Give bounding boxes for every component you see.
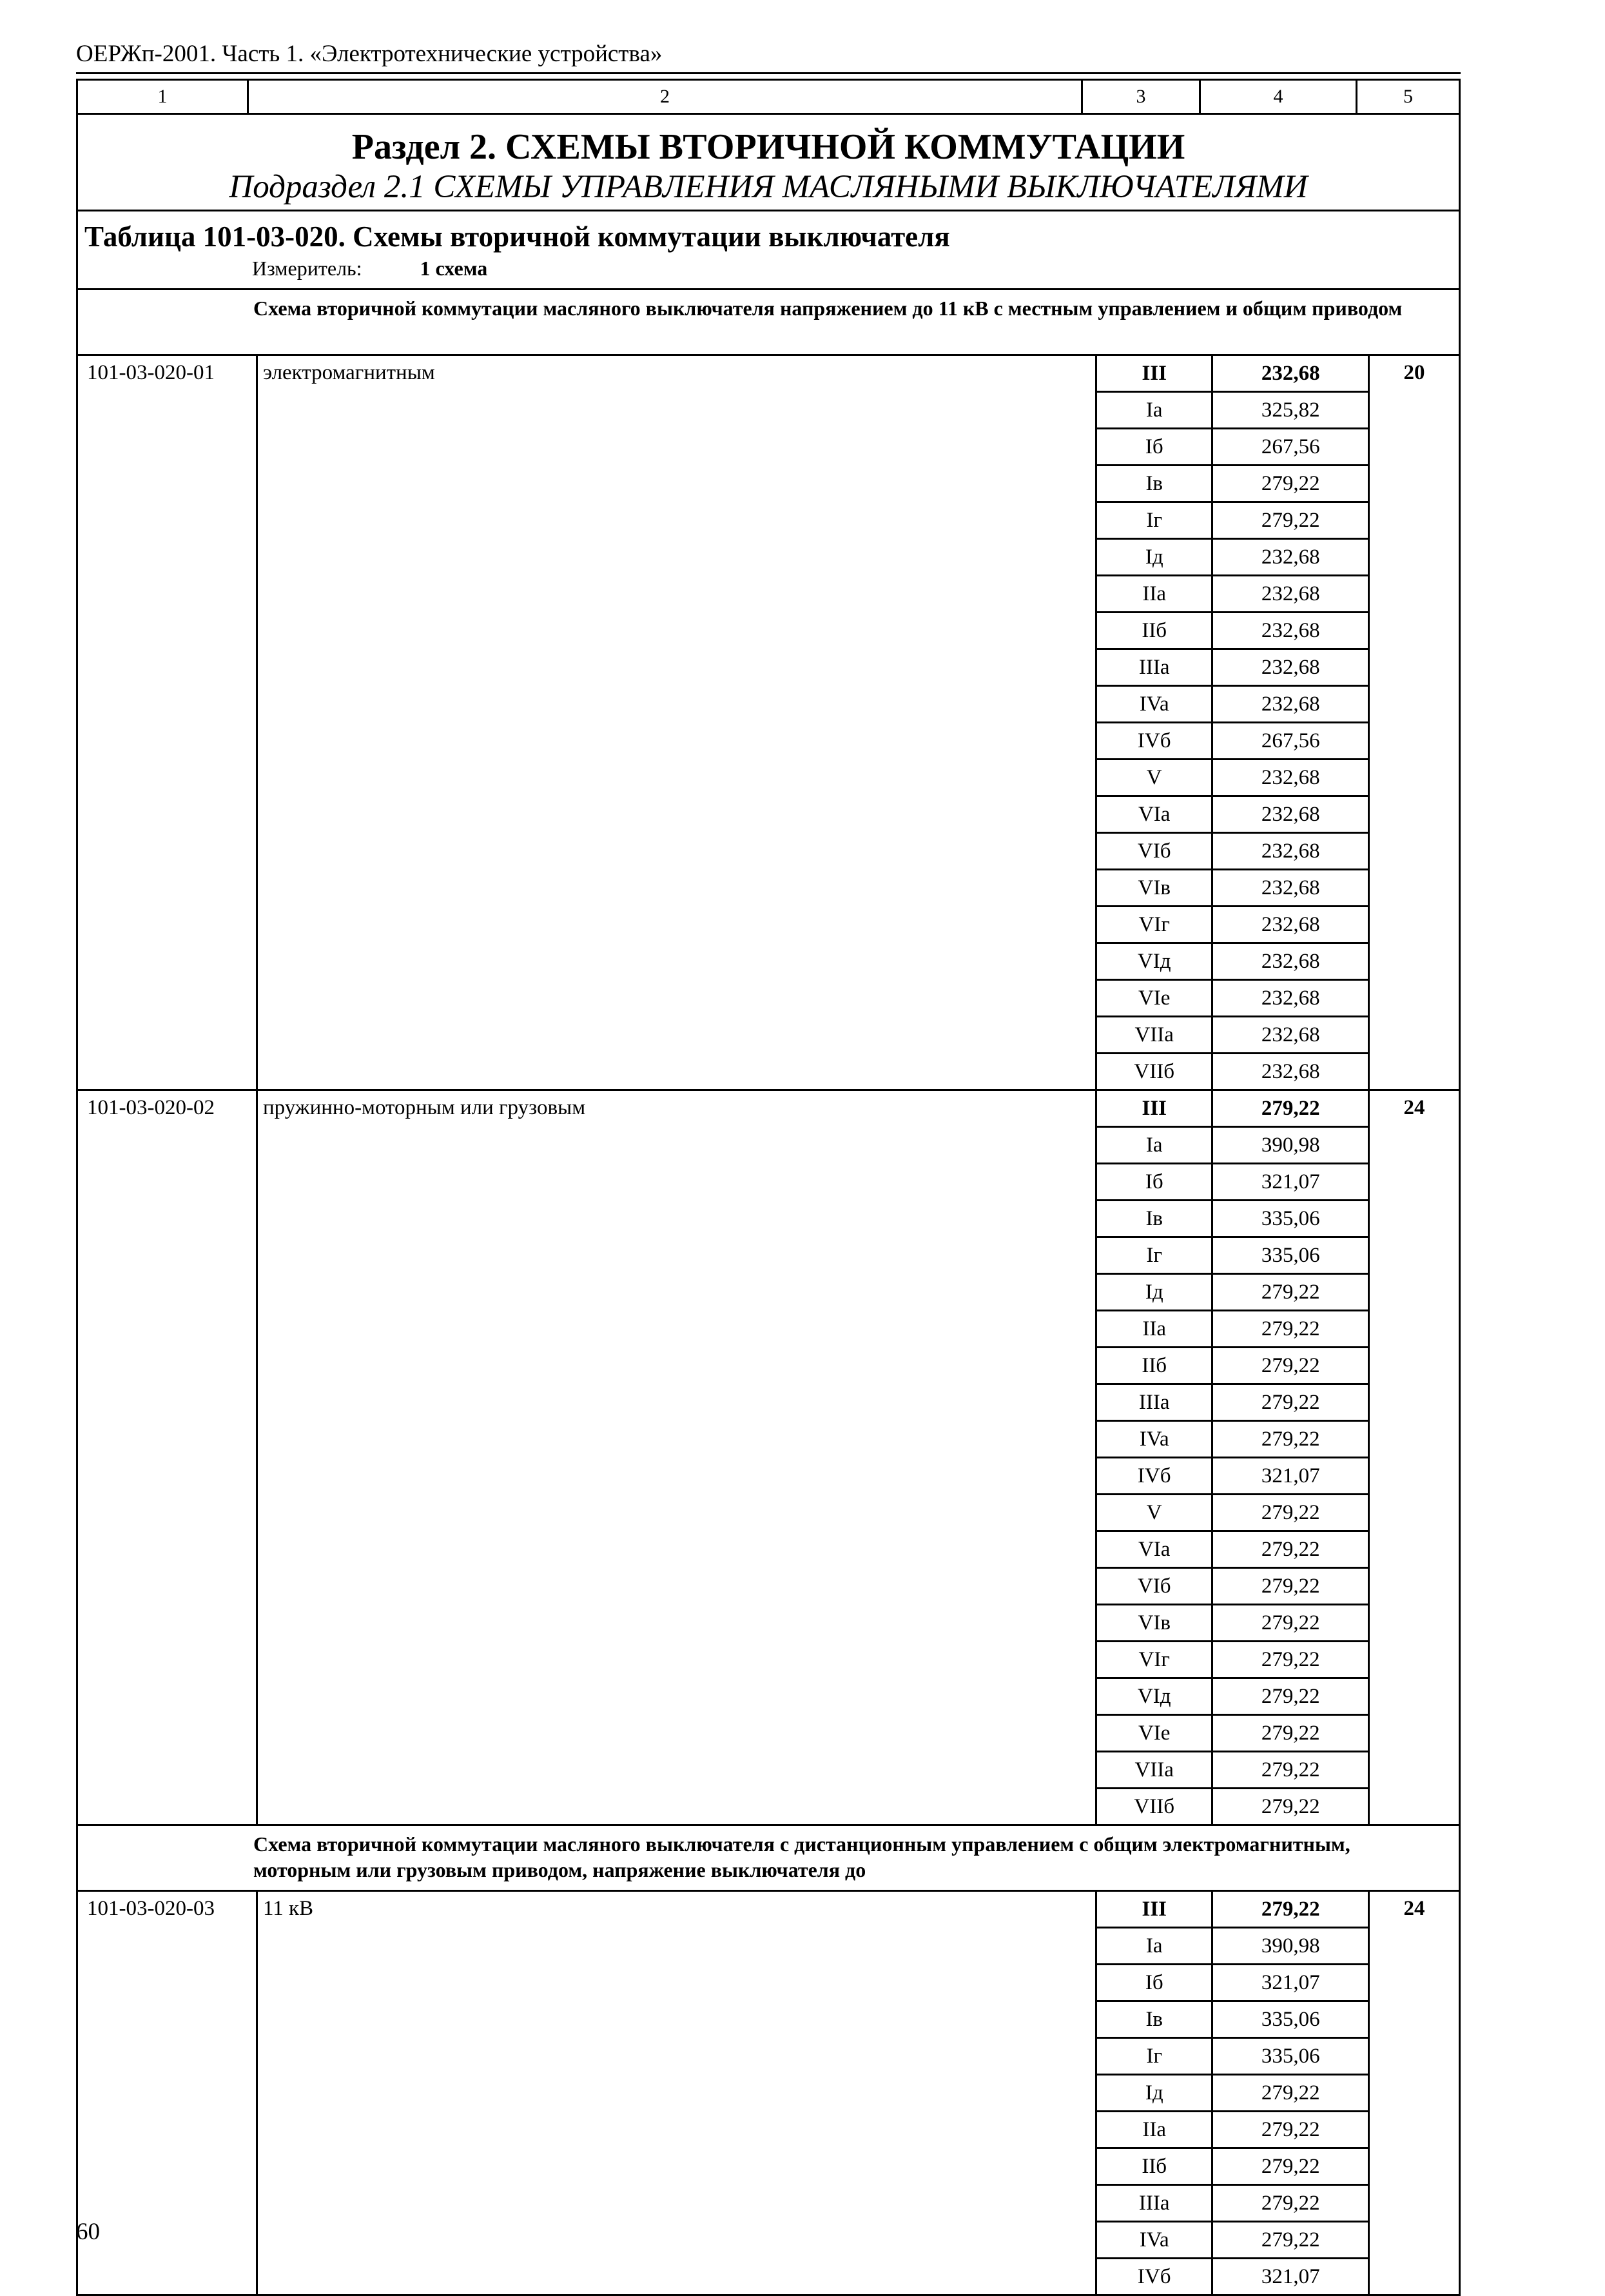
price-row (1097, 2259, 1370, 2294)
running-header: ОЕРЖп-2001. Часть 1. «Электротехнические устройства» (76, 41, 663, 67)
zone-code: Iг (1097, 2039, 1213, 2074)
price-value: 279,22 (1213, 1532, 1370, 1567)
item-code: 101-03-020-01 (78, 356, 258, 1089)
price-row (1097, 907, 1370, 944)
zone-code: IIa (1097, 2112, 1213, 2147)
zone-code: IVб (1097, 2259, 1213, 2294)
price-value: 279,22 (1213, 1892, 1370, 1927)
price-value: 232,68 (1213, 356, 1370, 391)
price-row (1097, 797, 1370, 834)
column-number: 2 (249, 81, 1083, 113)
price-row (1097, 2075, 1370, 2112)
price-value: 267,56 (1213, 723, 1370, 758)
group-header-row (78, 1826, 1459, 1892)
price-value: 232,68 (1213, 981, 1370, 1016)
column-number: 5 (1403, 86, 1413, 107)
zone-code: Iв (1097, 1201, 1213, 1236)
price-row (1097, 1716, 1370, 1752)
price-value: 325,82 (1213, 393, 1370, 427)
price-value: 232,68 (1213, 576, 1370, 611)
zone-code: III (1097, 356, 1213, 391)
page-number: 60 (76, 2219, 100, 2245)
price-row (1097, 1054, 1370, 1089)
zone-code: VIг (1097, 907, 1213, 942)
price-value: 279,22 (1213, 1348, 1370, 1383)
price-row (1097, 981, 1370, 1017)
price-grid (1097, 1892, 1370, 2294)
zone-code: VIг (1097, 1642, 1213, 1677)
price-row (1097, 1238, 1370, 1275)
price-row (1097, 1892, 1370, 1928)
column-number: 1 (78, 81, 249, 113)
price-value: 279,22 (1213, 466, 1370, 501)
price-value: 232,68 (1213, 907, 1370, 942)
price-value: 279,22 (1213, 2112, 1370, 2147)
price-value: 232,68 (1213, 1017, 1370, 1052)
zone-code: VIe (1097, 981, 1213, 1016)
price-value: 279,22 (1213, 1569, 1370, 1604)
price-value: 279,22 (1213, 2075, 1370, 2110)
zone-code: IVa (1097, 687, 1213, 721)
price-row (1097, 870, 1370, 907)
price-value: 279,22 (1213, 1642, 1370, 1677)
item-name: 11 кВ (258, 1892, 1097, 2294)
price-row (1097, 2222, 1370, 2259)
zone-code: Iг (1097, 503, 1213, 538)
price-row (1097, 2149, 1370, 2186)
price-value: 321,07 (1213, 1965, 1370, 2000)
zone-code: VIe (1097, 1716, 1213, 1751)
price-value: 279,22 (1213, 1311, 1370, 1346)
zone-code: IVa (1097, 1422, 1213, 1457)
price-row (1097, 1495, 1370, 1532)
price-row (1097, 760, 1370, 797)
zone-code: VIб (1097, 1569, 1213, 1604)
price-value: 279,22 (1213, 1605, 1370, 1640)
zone-code: III (1097, 1892, 1213, 1927)
zone-code: VIa (1097, 797, 1213, 832)
table-title-block (78, 211, 1459, 290)
price-value: 279,22 (1213, 1495, 1370, 1530)
price-row (1097, 1569, 1370, 1605)
price-value: 232,68 (1213, 687, 1370, 721)
price-row (1097, 650, 1370, 687)
zone-code: Iг (1097, 1238, 1213, 1273)
zone-code: IIб (1097, 1348, 1213, 1383)
price-value: 232,68 (1213, 650, 1370, 685)
price-row (1097, 1642, 1370, 1679)
price-row (1097, 1965, 1370, 2002)
zone-code: IVб (1097, 723, 1213, 758)
zone-code: IIa (1097, 576, 1213, 611)
price-value: 321,07 (1213, 1164, 1370, 1199)
price-value: 279,22 (1213, 1275, 1370, 1310)
price-row (1097, 723, 1370, 760)
zone-code: III (1097, 1091, 1213, 1126)
table-row (78, 1892, 1459, 2294)
zone-code: VIIa (1097, 1017, 1213, 1052)
price-value: 279,22 (1213, 503, 1370, 538)
price-value: 279,22 (1213, 1716, 1370, 1751)
meter-label: Измеритель: (252, 257, 362, 280)
zone-code: VIб (1097, 834, 1213, 868)
zone-code: Iб (1097, 429, 1213, 464)
price-value: 335,06 (1213, 2002, 1370, 2037)
column-number: 4 (1201, 81, 1357, 113)
price-value: 232,68 (1213, 870, 1370, 905)
zone-code: Iд (1097, 1275, 1213, 1310)
price-row (1097, 393, 1370, 429)
zone-code: IIб (1097, 2149, 1213, 2184)
price-row (1097, 1017, 1370, 1054)
price-row (1097, 1275, 1370, 1311)
zone-code: Iв (1097, 466, 1213, 501)
zone-code: IIIa (1097, 650, 1213, 685)
column-numbers-row (78, 81, 1459, 115)
price-value: 279,22 (1213, 1385, 1370, 1420)
zone-code: VIд (1097, 1679, 1213, 1714)
price-value: 279,22 (1213, 1679, 1370, 1714)
price-row (1097, 1091, 1370, 1128)
table-title: Таблица 101-03-020. Схемы вторичной коммутации выключателя (84, 221, 950, 253)
price-table (76, 79, 1461, 2296)
zone-code: VIa (1097, 1532, 1213, 1567)
price-value: 279,22 (1213, 2149, 1370, 2184)
price-value: 279,22 (1213, 1752, 1370, 1787)
group-header-row (78, 290, 1459, 356)
section-title-block (78, 115, 1459, 211)
price-row (1097, 1385, 1370, 1422)
zone-code: Iб (1097, 1965, 1213, 2000)
price-value: 279,22 (1213, 1422, 1370, 1457)
price-value: 390,98 (1213, 1128, 1370, 1163)
price-row (1097, 1928, 1370, 1965)
price-value: 279,22 (1213, 1091, 1370, 1126)
table-row (78, 1091, 1459, 1826)
price-row (1097, 356, 1370, 393)
price-value: 232,68 (1213, 834, 1370, 868)
zone-code: V (1097, 1495, 1213, 1530)
price-row (1097, 1458, 1370, 1495)
price-row (1097, 540, 1370, 576)
price-grid (1097, 1091, 1370, 1824)
price-value: 232,68 (1213, 1054, 1370, 1089)
price-row (1097, 1201, 1370, 1238)
item-code: 101-03-020-02 (78, 1091, 258, 1824)
price-row (1097, 1422, 1370, 1458)
price-row (1097, 1164, 1370, 1201)
column-number: 3 (1083, 81, 1201, 113)
zone-code: V (1097, 760, 1213, 795)
price-value: 232,68 (1213, 760, 1370, 795)
price-row (1097, 2039, 1370, 2075)
price-value: 335,06 (1213, 2039, 1370, 2074)
price-value: 279,22 (1213, 2186, 1370, 2221)
price-value: 232,68 (1213, 613, 1370, 648)
zone-code: IVб (1097, 1458, 1213, 1493)
price-row (1097, 2186, 1370, 2222)
price-row (1097, 1532, 1370, 1569)
price-value: 321,07 (1213, 1458, 1370, 1493)
zone-code: Ia (1097, 393, 1213, 427)
zone-code: VIв (1097, 870, 1213, 905)
price-row (1097, 1128, 1370, 1164)
header-rule (76, 72, 1461, 74)
zone-code: VIв (1097, 1605, 1213, 1640)
zone-code: Ia (1097, 1128, 1213, 1163)
zone-code: Iб (1097, 1164, 1213, 1199)
price-row (1097, 2002, 1370, 2039)
item-total: 24 (1403, 1897, 1425, 1920)
zone-code: IIa (1097, 1311, 1213, 1346)
price-value: 267,56 (1213, 429, 1370, 464)
item-name: пружинно-моторным или грузовым (258, 1091, 1097, 1824)
zone-code: IIIa (1097, 2186, 1213, 2221)
price-row (1097, 613, 1370, 650)
zone-code: Ia (1097, 1928, 1213, 1963)
zone-code: VIд (1097, 944, 1213, 979)
price-value: 232,68 (1213, 540, 1370, 574)
zone-code: VIIб (1097, 1789, 1213, 1824)
price-row (1097, 429, 1370, 466)
price-value: 335,06 (1213, 1201, 1370, 1236)
meter-line (78, 254, 1459, 282)
zone-code: VIIб (1097, 1054, 1213, 1089)
price-value: 232,68 (1213, 797, 1370, 832)
zone-code: IIб (1097, 613, 1213, 648)
price-row (1097, 1752, 1370, 1789)
price-row (1097, 1789, 1370, 1824)
price-value: 232,68 (1213, 944, 1370, 979)
price-row (1097, 687, 1370, 723)
group-header: Схема вторичной коммутации масляного выключателя с дистанционным управлением с общим электромагнитным, моторным или грузовым приводом, напряжение выключателя до (253, 1832, 1350, 1881)
price-row (1097, 944, 1370, 981)
price-grid (1097, 356, 1370, 1089)
price-row (1097, 1311, 1370, 1348)
table-row (78, 356, 1459, 1091)
subsection-title: Подраздел 2.1 СХЕМЫ УПРАВЛЕНИЯ МАСЛЯНЫМИ ВЫКЛЮЧАТЕЛЯМИ (229, 169, 1308, 205)
group-header: Схема вторичной коммутации масляного выключателя напряжением до 11 кВ с местным управлением и общим приводом (253, 297, 1403, 320)
meter-value: 1 схема (420, 257, 488, 280)
price-value: 279,22 (1213, 2222, 1370, 2257)
price-row (1097, 503, 1370, 540)
price-row (1097, 834, 1370, 870)
item-name: электромагнитным (258, 356, 1097, 1089)
item-total: 20 (1403, 361, 1425, 384)
item-total: 24 (1403, 1096, 1425, 1119)
price-row (1097, 1605, 1370, 1642)
price-value: 279,22 (1213, 1789, 1370, 1824)
zone-code: IVa (1097, 2222, 1213, 2257)
zone-code: VIIa (1097, 1752, 1213, 1787)
zone-code: Iд (1097, 2075, 1213, 2110)
price-value: 321,07 (1213, 2259, 1370, 2294)
zone-code: Iв (1097, 2002, 1213, 2037)
zone-code: Iд (1097, 540, 1213, 574)
price-row (1097, 576, 1370, 613)
section-title: Раздел 2. СХЕМЫ ВТОРИЧНОЙ КОММУТАЦИИ (351, 127, 1185, 167)
item-code: 101-03-020-03 (78, 1892, 258, 2294)
price-row (1097, 2112, 1370, 2149)
zone-code: IIIa (1097, 1385, 1213, 1420)
price-row (1097, 1679, 1370, 1716)
price-row (1097, 1348, 1370, 1385)
price-row (1097, 466, 1370, 503)
price-value: 335,06 (1213, 1238, 1370, 1273)
price-value: 390,98 (1213, 1928, 1370, 1963)
